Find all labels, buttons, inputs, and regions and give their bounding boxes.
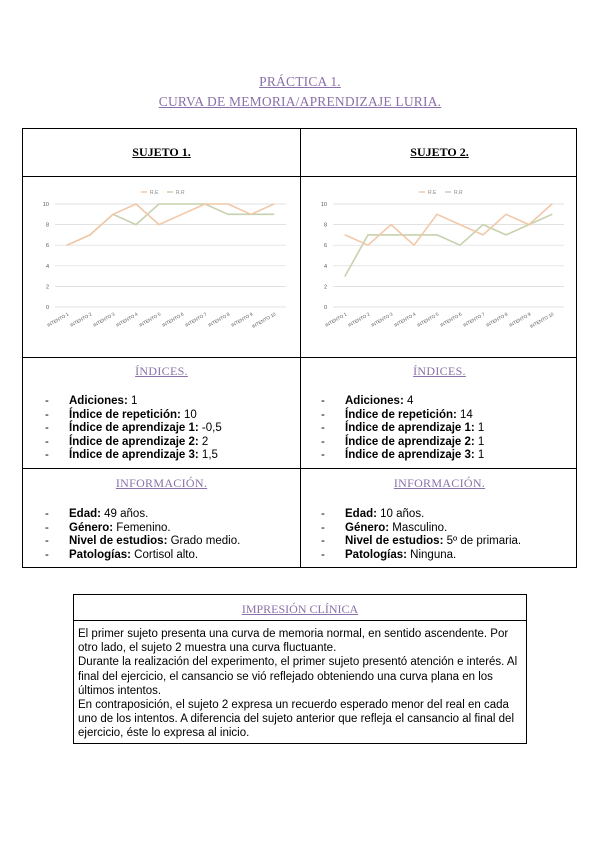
row-divider	[23, 468, 576, 469]
info-item-value: Ninguna.	[406, 548, 457, 561]
x-tick-label: INTENTO 6	[161, 311, 185, 328]
x-tick-label: INTENTO 6	[439, 311, 463, 328]
bullet-dash: -	[45, 449, 49, 462]
info-item	[45, 508, 240, 522]
x-tick-label: INTENTO 8	[207, 311, 231, 328]
data-point	[344, 234, 345, 235]
page-title-line1: PRÁCTICA 1.	[259, 74, 341, 89]
index-item	[321, 409, 484, 423]
data-point	[273, 214, 274, 215]
info-item-value: 49 años.	[100, 508, 149, 520]
y-tick-label: 6	[45, 243, 49, 250]
info-item	[321, 535, 521, 549]
info-item	[45, 549, 240, 563]
data-point	[482, 234, 483, 235]
info-item	[321, 549, 521, 563]
info-item-label: Edad:	[345, 508, 377, 520]
data-point	[528, 224, 529, 225]
info-item-label: Género:	[345, 521, 390, 534]
subject1-chart	[31, 185, 296, 345]
data-point	[436, 214, 437, 215]
index-item	[45, 395, 222, 409]
x-tick-label: INTENTO 3	[370, 311, 394, 328]
data-point	[158, 224, 159, 225]
data-point	[227, 214, 228, 215]
data-point	[390, 224, 391, 225]
x-tick-label: INTENTO 4	[115, 311, 139, 328]
data-point	[436, 234, 437, 235]
legend-label: R.E	[150, 190, 159, 196]
data-point	[367, 245, 368, 246]
index-item-value: 1	[474, 435, 485, 448]
index-item-label: Índice de repetición:	[345, 408, 457, 421]
index-item	[45, 449, 222, 463]
data-point	[413, 234, 414, 235]
index-item-value: 10	[180, 408, 197, 421]
bullet-dash: -	[45, 535, 49, 548]
x-tick-label: INTENTO 3	[92, 311, 116, 328]
bullet-dash: -	[321, 449, 325, 462]
y-tick-label: 0	[45, 305, 49, 311]
data-point	[505, 234, 506, 235]
y-tick-label: 10	[320, 202, 327, 208]
bullet-dash: -	[45, 422, 49, 435]
data-point	[250, 214, 251, 215]
data-point	[273, 203, 274, 204]
bullet-dash: -	[321, 422, 325, 435]
bullet-dash: -	[321, 548, 325, 561]
info-item-value: 10 años.	[376, 508, 425, 520]
subject2-info-list	[321, 508, 521, 562]
data-point	[344, 276, 345, 277]
index-item-label: Índice de aprendizaje 2:	[69, 435, 199, 448]
info-item-label: Nivel de estudios:	[69, 535, 168, 548]
data-point	[227, 203, 228, 204]
index-item-label: Índice de aprendizaje 3:	[345, 449, 475, 462]
subject1-heading: SUJETO 1.	[132, 145, 191, 159]
x-tick-label: INTENTO 2	[347, 311, 371, 328]
index-item-value: 1	[474, 449, 485, 462]
row-divider	[23, 357, 576, 358]
info-item-label: Patologías:	[345, 548, 407, 561]
subject2-indices-heading: ÍNDICES.	[413, 364, 466, 378]
data-point	[482, 224, 483, 225]
y-tick-label: 2	[45, 284, 49, 291]
bullet-dash: -	[321, 535, 325, 548]
subject2-heading: SUJETO 2.	[410, 145, 469, 159]
subject1-info-heading: INFORMACIÓN.	[115, 476, 208, 490]
x-tick-label: INTENTO 4	[393, 311, 417, 328]
x-tick-label: INTENTO 7	[184, 311, 208, 328]
x-tick-label: INTENTO 9	[230, 311, 254, 328]
bullet-dash: -	[321, 435, 325, 448]
x-tick-label: INTENTO 10	[251, 311, 277, 330]
y-tick-label: 8	[323, 222, 327, 229]
info-item-value: Cortisol alto.	[130, 548, 199, 561]
info-item-value: Grado medio.	[167, 535, 241, 548]
index-item-value: 4	[403, 395, 414, 407]
subject2-info-heading: INFORMACIÓN.	[393, 476, 486, 490]
bullet-dash: -	[321, 408, 325, 421]
info-item	[45, 535, 240, 549]
index-item	[45, 409, 222, 423]
clinical-impression-divider	[74, 620, 526, 621]
index-item-value: 1	[127, 395, 138, 407]
data-point	[135, 224, 136, 225]
data-point	[413, 245, 414, 246]
y-tick-label: 0	[323, 305, 327, 311]
line-chart-svg	[31, 185, 296, 345]
index-item-value: 1,5	[198, 449, 218, 462]
data-point	[367, 234, 368, 235]
y-tick-label: 4	[323, 263, 327, 270]
info-item-label: Patologías:	[69, 548, 131, 561]
index-item-label: Adiciones:	[69, 395, 128, 407]
bullet-dash: -	[321, 508, 325, 520]
bullet-dash: -	[321, 521, 325, 534]
results-table	[22, 128, 577, 568]
bullet-dash: -	[45, 408, 49, 421]
index-item-label: Índice de aprendizaje 1:	[69, 422, 199, 435]
x-tick-label: INTENTO 9	[508, 311, 532, 328]
data-point	[505, 214, 506, 215]
bullet-dash: -	[321, 395, 325, 407]
x-tick-label: INTENTO 1	[46, 311, 70, 328]
x-tick-label: INTENTO 1	[324, 311, 348, 328]
data-point	[158, 203, 159, 204]
page-title-line2: CURVA DE MEMORIA/APRENDIZAJE LURIA.	[158, 94, 442, 109]
legend-label: R.R	[176, 190, 185, 196]
index-item-label: Índice de aprendizaje 3:	[69, 449, 199, 462]
x-tick-label: INTENTO 7	[462, 311, 486, 328]
info-item	[321, 522, 521, 536]
info-item-value: Masculino.	[389, 521, 448, 534]
index-item-label: Adiciones:	[345, 395, 404, 407]
index-item-value: -0,5	[198, 422, 222, 435]
legend-label: R.E	[428, 190, 437, 196]
x-tick-label: INTENTO 8	[485, 311, 509, 328]
data-point	[551, 203, 552, 204]
data-point	[112, 214, 113, 215]
x-tick-label: INTENTO 10	[529, 311, 555, 330]
index-item	[321, 395, 484, 409]
data-point	[66, 245, 67, 246]
info-item-label: Edad:	[69, 508, 101, 520]
y-tick-label: 10	[42, 202, 49, 208]
info-item-label: Nivel de estudios:	[345, 535, 444, 548]
index-item	[45, 422, 222, 436]
clinical-impression-paragraph: El primer sujeto presenta una curva de memoria normal, en sentido ascendente. Por otro lado, el sujeto 2 muestra una curva fluctuante.	[78, 628, 509, 655]
subject1-info-list	[45, 508, 240, 562]
y-tick-label: 4	[45, 263, 49, 270]
data-point	[181, 214, 182, 215]
data-point	[135, 203, 136, 204]
x-tick-label: INTENTO 2	[69, 311, 93, 328]
index-item-label: Índice de aprendizaje 2:	[345, 435, 475, 448]
clinical-impression-heading: IMPRESIÓN CLÍNICA	[241, 602, 359, 616]
data-point	[551, 214, 552, 215]
bullet-dash: -	[45, 395, 49, 407]
bullet-dash: -	[45, 508, 49, 520]
info-item	[45, 522, 240, 536]
clinical-impression-paragraph: En contraposición, el sujeto 2 expresa un recuerdo esperado menor del real en cada uno de los intentos. A diferencia del sujeto anterior que refleja el cansancio al final del ejercicio, éste lo expresa al inicio.	[78, 699, 515, 740]
line-chart-svg	[309, 185, 574, 345]
clinical-impression-box	[73, 594, 527, 744]
index-item-value: 1	[474, 422, 485, 435]
info-item-label: Género:	[69, 521, 114, 534]
data-point	[181, 203, 182, 204]
y-tick-label: 2	[323, 284, 327, 291]
index-item	[321, 422, 484, 436]
index-item	[45, 436, 222, 450]
subject2-indices-list	[321, 395, 484, 463]
y-tick-label: 6	[323, 243, 327, 250]
data-point	[459, 245, 460, 246]
subject1-indices-heading: ÍNDICES.	[135, 364, 188, 378]
clinical-impression-text	[78, 627, 524, 741]
data-point	[89, 234, 90, 235]
bullet-dash: -	[45, 521, 49, 534]
data-point	[459, 224, 460, 225]
index-item-value: 2	[198, 435, 209, 448]
clinical-impression-paragraph: Durante la realización del experimento, el primer sujeto presentó atención e interés. Al final del ejercicio, el cansancio se vió reflejado obteniendo una curva plana en los últimos intentos.	[78, 656, 518, 697]
subject1-indices-list	[45, 395, 222, 463]
bullet-dash: -	[45, 435, 49, 448]
subject2-chart	[309, 185, 574, 345]
info-item-value: Femenino.	[113, 521, 171, 534]
index-item	[321, 436, 484, 450]
index-item-label: Índice de aprendizaje 1:	[345, 422, 475, 435]
x-tick-label: INTENTO 5	[138, 311, 162, 328]
index-item-label: Índice de repetición:	[69, 408, 181, 421]
info-item	[321, 508, 521, 522]
y-tick-label: 8	[45, 222, 49, 229]
legend-label: R.R	[454, 190, 463, 196]
column-divider	[300, 129, 301, 567]
info-item-value: 5º de primaria.	[443, 535, 522, 548]
data-point	[390, 234, 391, 235]
x-tick-label: INTENTO 5	[416, 311, 440, 328]
bullet-dash: -	[45, 548, 49, 561]
row-divider	[23, 176, 576, 177]
data-point	[204, 203, 205, 204]
index-item	[321, 449, 484, 463]
index-item-value: 14	[456, 408, 473, 421]
